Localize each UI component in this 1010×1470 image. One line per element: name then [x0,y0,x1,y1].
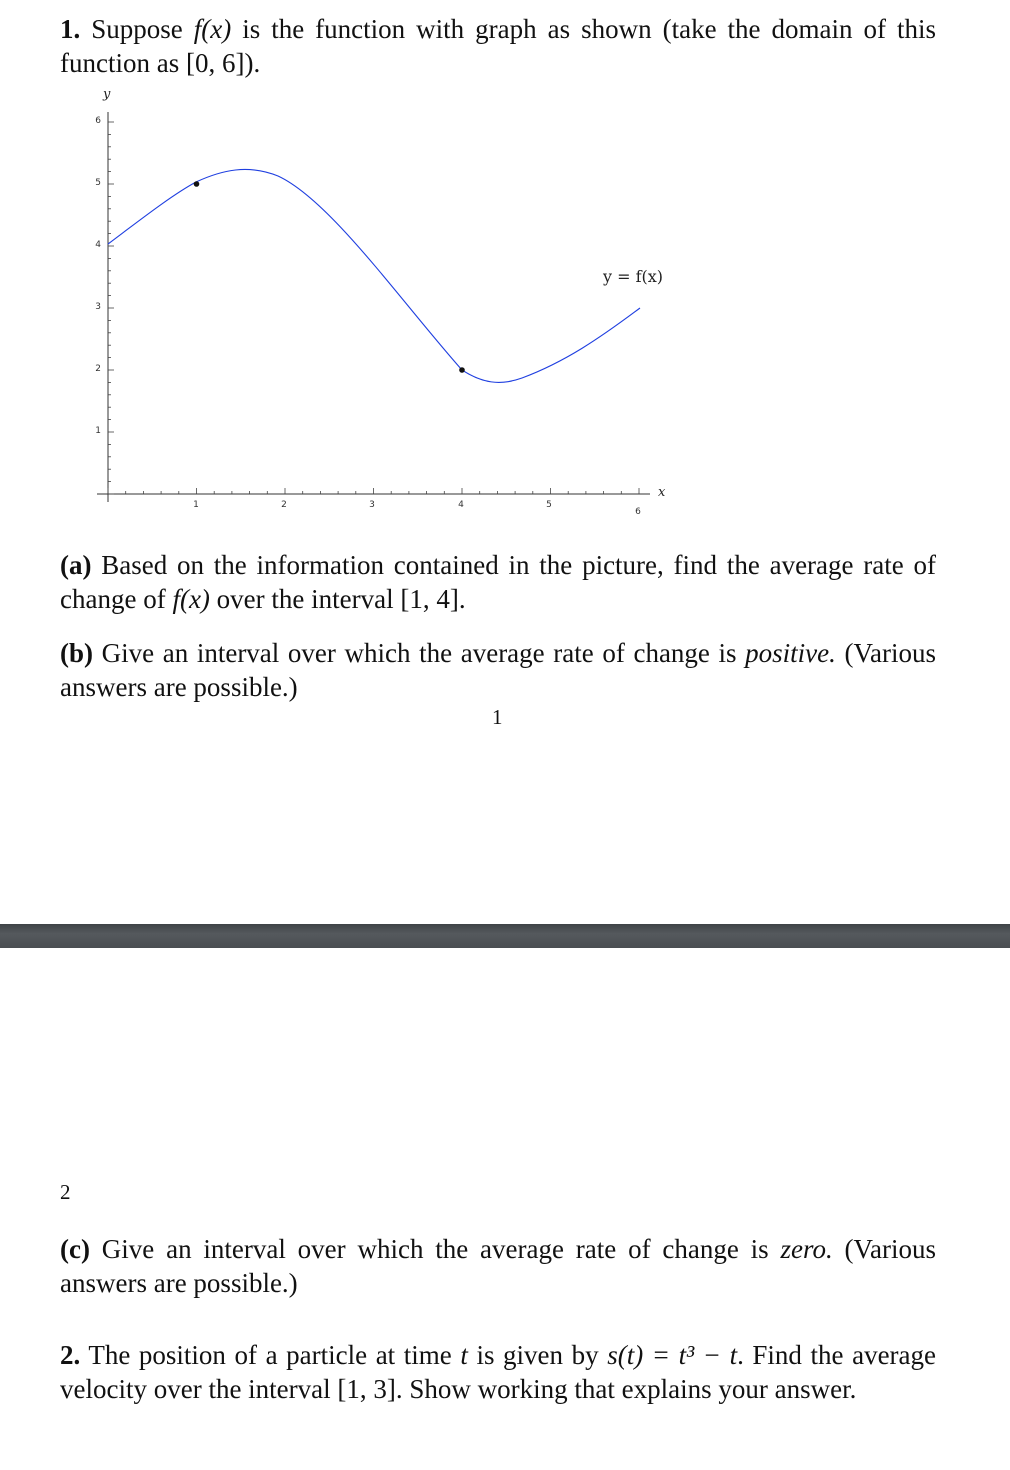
y-tick-label-5: 5 [95,178,101,188]
part-b: (b) Give an interval over which the average rate of change is positive. (Various answers are possible.) [60,638,937,702]
function-notation: f(x) [193,14,232,44]
curve-label: y = f(x) [603,267,664,286]
part-c: (c) Give an interval over which the average rate of change is zero. (Various answers are possible.) [60,1234,937,1298]
interval-a: [1, 4] [400,584,459,614]
x-tick-label-4: 4 [458,500,464,510]
part-a-label: (a) [60,550,92,580]
y-tick-label-6: 6 [95,116,101,126]
problem-2-statement: 2. The position of a particle at time t is given by s(t) = t³ − t. Find the average velocity over the interval [1, 3]. Show working that explains your answer. [60,1340,937,1404]
x-tick-label-3: 3 [369,500,375,510]
x-tick-label-1: 1 [193,500,199,510]
function-graph [0,0,1010,540]
y-tick-label-3: 3 [95,302,101,312]
page-separator [0,924,1010,948]
y-tick-label-4: 4 [95,240,101,250]
major-ticks [108,122,639,494]
part-a: (a) Based on the information contained in the picture, find the average rate of change of f(x) over the interval [1, 4]. [60,550,937,614]
part-c-label: (c) [60,1234,90,1264]
marked-point-2 [459,367,465,373]
problem-1-number: 1. [60,14,81,44]
problem-1-statement: 1. Suppose f(x) is the function with graph as shown (take the domain of this function as [0, 6]). [60,14,936,78]
x-axis-label: x [658,485,666,500]
domain-interval: [0, 6] [185,48,245,78]
marked-point-1 [194,181,200,187]
x-tick-label-2: 2 [281,500,287,510]
y-tick-label-2: 2 [95,364,101,374]
function-curve [108,169,640,382]
part-b-label: (b) [60,638,93,668]
y-tick-label-1: 1 [95,426,101,436]
interval-2: [1, 3] [337,1374,396,1404]
position-formula: s(t) = t³ − t [607,1340,738,1370]
x-tick-label-6: 6 [635,507,641,517]
page-number-1: 1 [492,705,503,729]
x-tick-label-5: 5 [546,500,552,510]
y-axis-label: y [103,87,111,102]
page-number-2: 2 [60,1180,71,1204]
problem-2-number: 2. [60,1340,81,1370]
